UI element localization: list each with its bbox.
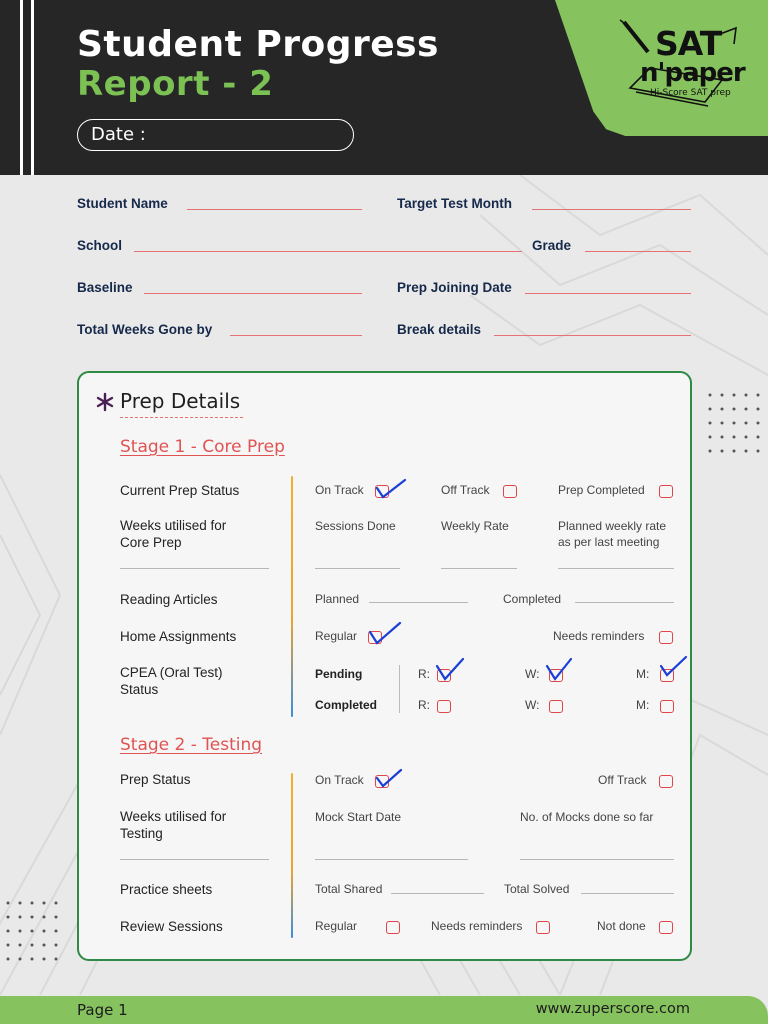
logo-text-top: SAT (655, 24, 722, 63)
weeks-testing-label-line1: Weeks utilised for (120, 809, 227, 824)
prep-details-card (77, 371, 692, 961)
needs-reminders-label: Needs reminders (553, 629, 645, 643)
mock-start-underline[interactable] (315, 859, 468, 860)
review-regular-label: Regular (315, 919, 358, 933)
checkmark-icon (375, 477, 409, 503)
completed-w-label: W: (525, 698, 540, 712)
baseline-label: Baseline (77, 280, 133, 295)
completed-m-label: M: (636, 698, 650, 712)
completed-r-checkbox[interactable] (437, 700, 451, 713)
weeks-testing-underline[interactable] (120, 859, 269, 860)
stage2-title: Stage 2 - Testing (120, 735, 263, 755)
target-test-month-label: Target Test Month (397, 196, 512, 211)
student-name-line[interactable] (187, 209, 362, 210)
checkmark-icon (375, 767, 409, 793)
card-title: Prep Details (120, 389, 241, 413)
school-line[interactable] (134, 251, 522, 252)
target-test-month-line[interactable] (532, 209, 691, 210)
total-solved-label: Total Solved (504, 882, 570, 896)
prep-status-label: Prep Status (120, 772, 191, 787)
date-label: Date : (91, 124, 146, 145)
pending-label: Pending (315, 667, 363, 681)
stage1-title: Stage 1 - Core Prep (120, 437, 285, 457)
current-status-label: Current Prep Status (120, 483, 240, 498)
off-track-label: Off Track (441, 483, 490, 497)
on-track-label: On Track (315, 483, 364, 497)
review-needs-reminders-checkbox[interactable] (536, 921, 550, 934)
report-title-line1: Student Progress (77, 24, 439, 65)
break-details-label: Break details (397, 322, 482, 337)
stage2-off-track-checkbox[interactable] (659, 775, 673, 788)
student-name-label: Student Name (77, 196, 168, 211)
completed-m-checkbox[interactable] (660, 700, 674, 713)
weekly-rate-underline[interactable] (441, 568, 517, 569)
website-link[interactable]: www.zuperscore.com (535, 1001, 690, 1017)
grade-label: Grade (532, 238, 572, 253)
sessions-done-label: Sessions Done (315, 519, 396, 533)
checkmark-icon (435, 657, 469, 683)
footer-bar (0, 996, 768, 1024)
header-banner (0, 0, 768, 175)
planned-rate-label-line2: as per last meeting (558, 535, 660, 549)
baseline-line[interactable] (144, 293, 362, 294)
total-solved-underline[interactable] (581, 893, 674, 894)
prep-joining-date-label: Prep Joining Date (397, 280, 512, 295)
checkmark-icon (659, 655, 693, 681)
home-needs-reminders-checkbox[interactable] (659, 631, 673, 644)
home-assignments-label: Home Assignments (120, 629, 237, 644)
reading-articles-label: Reading Articles (120, 592, 218, 607)
weeks-label-line1: Weeks utilised for (120, 518, 227, 533)
mocks-done-label: No. of Mocks done so far (520, 810, 654, 824)
weeks-testing-label-line2: Testing (120, 826, 163, 841)
cpea-label-line2: Status (120, 682, 159, 697)
total-shared-label: Total Shared (315, 882, 383, 896)
completed-r-label: R: (418, 698, 430, 712)
review-sessions-label: Review Sessions (120, 919, 223, 934)
not-done-label: Not done (597, 919, 646, 933)
header-stripe (20, 0, 23, 175)
regular-label: Regular (315, 629, 358, 643)
completed-label: Completed (503, 592, 562, 606)
logo-tagline: Hi-Score SAT prep (650, 88, 731, 98)
sessions-done-underline[interactable] (315, 568, 400, 569)
practice-sheets-label: Practice sheets (120, 882, 213, 897)
total-weeks-label: Total Weeks Gone by (77, 322, 213, 337)
planned-rate-label-line1: Planned weekly rate (558, 519, 667, 533)
weekly-rate-label: Weekly Rate (441, 519, 509, 533)
total-shared-underline[interactable] (391, 893, 484, 894)
prep-joining-date-line[interactable] (525, 293, 691, 294)
weeks-underline[interactable] (120, 568, 269, 569)
total-weeks-line[interactable] (230, 335, 362, 336)
planned-label: Planned (315, 592, 360, 606)
checkmark-icon (368, 621, 402, 647)
header-stripe (31, 0, 34, 175)
completed-w-checkbox[interactable] (549, 700, 563, 713)
prep-completed-label: Prep Completed (558, 483, 645, 497)
school-label: School (77, 238, 123, 253)
prep-completed-checkbox[interactable] (659, 485, 673, 498)
mocks-done-underline[interactable] (520, 859, 674, 860)
on-track-label-2: On Track (315, 773, 364, 787)
review-needs-reminders-label: Needs reminders (431, 919, 523, 933)
page-number: Page 1 (77, 1001, 128, 1019)
date-field[interactable] (77, 119, 354, 151)
logo-text-bottom: n'paper (640, 58, 745, 88)
break-details-line[interactable] (494, 335, 691, 336)
weeks-label-line2: Core Prep (120, 535, 182, 550)
grade-line[interactable] (585, 251, 691, 252)
stage2-divider (291, 773, 293, 938)
title-underline (120, 417, 243, 418)
planned-underline[interactable] (369, 602, 468, 603)
checkmark-icon (545, 657, 579, 683)
report-title-line2: Report - 2 (77, 64, 274, 104)
review-regular-checkbox[interactable] (386, 921, 400, 934)
off-track-checkbox[interactable] (503, 485, 517, 498)
mock-start-label: Mock Start Date (315, 810, 402, 824)
completed-underline[interactable] (575, 602, 674, 603)
completed-status-label: Completed (315, 698, 378, 712)
pending-r-label: R: (418, 667, 430, 681)
cpea-label-line1: CPEA (Oral Test) (120, 665, 223, 680)
planned-rate-underline[interactable] (558, 568, 674, 569)
stage1-divider (291, 476, 293, 717)
pending-m-label: M: (636, 667, 650, 681)
cpea-divider (399, 665, 400, 713)
pending-w-label: W: (525, 667, 540, 681)
review-not-done-checkbox[interactable] (659, 921, 673, 934)
asterisk-icon (95, 392, 115, 412)
off-track-label-2: Off Track (598, 773, 647, 787)
